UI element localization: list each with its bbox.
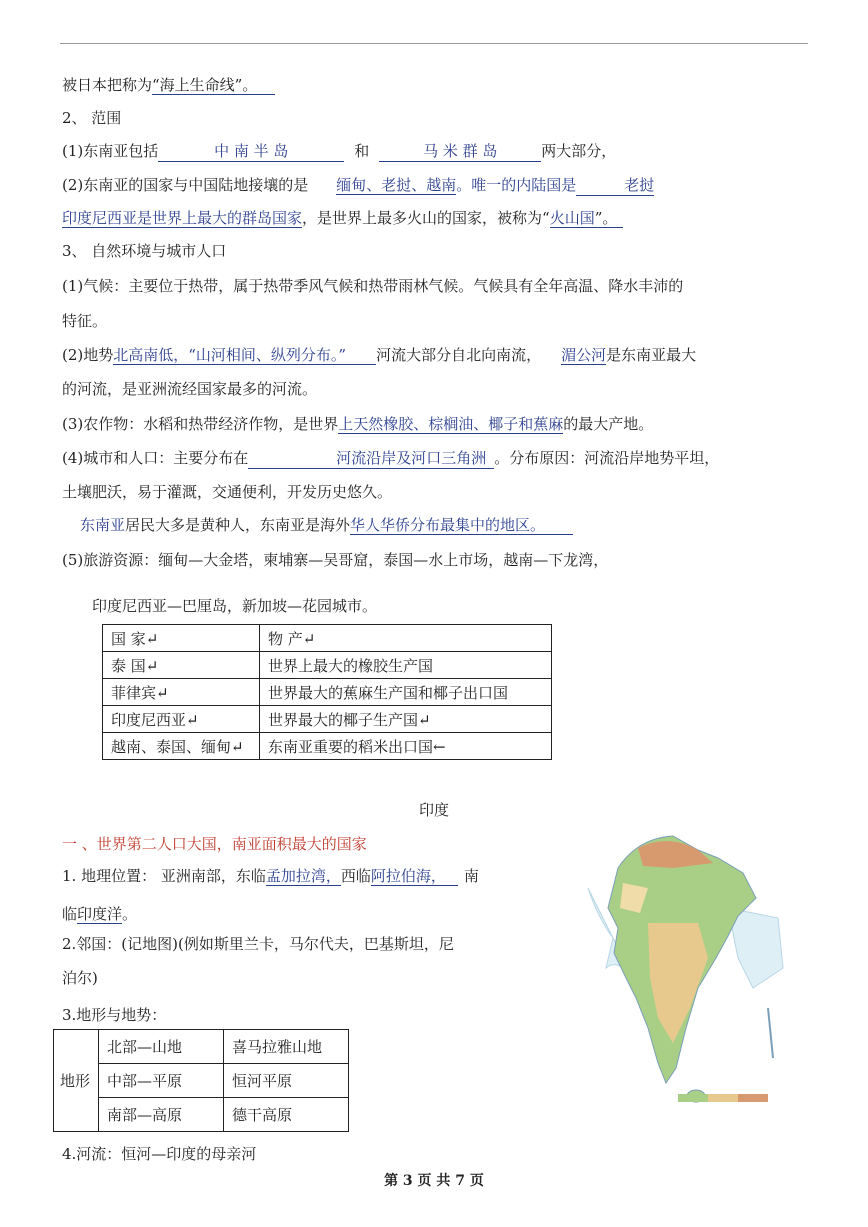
table-row (103, 706, 552, 733)
text-line: 的河流，是亚洲流经国家最多的河流。 (62, 380, 318, 398)
text-line: 2.邻国：(记地图)(例如斯里兰卡，马尔代夫，巴基斯坦，尼 (62, 935, 454, 953)
text-line: 印度尼西亚—巴厘岛，新加坡—花园城市。 (92, 597, 378, 615)
text-line: (2)地势北高南低，“山河相间、纵列分布。” 河流大部分自北向南流， 湄公河是东南亚最大 (62, 346, 697, 364)
table-cell: 德干高原 (224, 1098, 349, 1132)
table-cell: 喜马拉雅山地 (224, 1030, 349, 1064)
heading-scope: 2、 范围 (62, 109, 122, 127)
table-row (103, 733, 552, 760)
table-row (103, 679, 552, 706)
text-line: 临印度洋。 (62, 905, 138, 923)
table-header-row (103, 625, 552, 652)
page-footer: 第 3 页 共 7 页 (384, 1173, 484, 1189)
india-map-image (578, 828, 790, 1108)
table-row (54, 1030, 349, 1064)
terrain-table (53, 1029, 349, 1132)
text-line: (1)气候：主要位于热带，属于热带季风气候和热带雨林气候。气候具有全年高温、降水丰沛的 (62, 277, 684, 295)
text-line: 4.河流：恒河—印度的母亲河 (62, 1145, 257, 1163)
table-header-cell: 国 家↵ (103, 625, 260, 652)
text-line: 土壤肥沃，易于灌溉，交通便利，开发历史悠久。 (62, 483, 393, 501)
text-line: (3)农作物：水稻和热带经济作物，是世界上天然橡胶、棕榈油、椰子和蕉麻的最大产地。 (62, 415, 654, 433)
text-line: (2)东南亚的国家与中国陆地接壤的是 缅甸、老挝、越南。唯一的内陆国是 老挝 (62, 176, 655, 194)
text-line: 泊尔) (62, 969, 98, 987)
table-row (103, 652, 552, 679)
table-header-cell: 物 产↵ (260, 625, 552, 652)
table-cell: 恒河平原 (224, 1064, 349, 1098)
text-line: 东南亚居民大多是黄种人，东南亚是海外华人华侨分布最集中的地区。 (80, 515, 573, 535)
text-line: 特征。 (62, 312, 108, 330)
text-line: (5)旅游资源：缅甸—大金塔，柬埔寨—吴哥窟，泰国—水上市场，越南—下龙湾， (62, 551, 609, 569)
products-table (102, 624, 552, 760)
table-row (54, 1098, 349, 1132)
table-cell: 南部—高原 (99, 1098, 224, 1132)
table-cell: 泰 国↵ (103, 652, 260, 679)
table-cell: 地形 (54, 1030, 99, 1132)
table-cell: 越南、泰国、缅甸↵ (103, 733, 260, 760)
table-cell: 世界最大的蕉麻生产国和椰子出口国 (260, 679, 552, 706)
header-rule (60, 43, 808, 44)
text-line: (4)城市和人口：主要分布在 河流沿岸及河口三角洲 。分布原因：河流沿岸地势平坦， (62, 449, 720, 467)
table-cell: 中部—平原 (99, 1064, 224, 1098)
table-cell: 世界上最大的橡胶生产国 (260, 652, 552, 679)
table-cell: 北部—山地 (99, 1030, 224, 1064)
text-line: 印度尼西亚是世界上最大的群岛国家，是世界上最多火山的国家，被称为“火山国”。 (62, 208, 623, 228)
table-row (54, 1064, 349, 1098)
heading-nature: 3、 自然环境与城市人口 (62, 242, 227, 260)
table-cell: 印度尼西亚↵ (103, 706, 260, 733)
table-cell: 菲律宾↵ (103, 679, 260, 706)
india-title: 印度 (418, 801, 449, 819)
section-heading: 一 、世界第二人口大国，南亚面积最大的国家 (62, 835, 367, 853)
table-cell: 东南亚重要的稻米出口国← (260, 733, 552, 760)
text-line: 被日本把称为“海上生命线”。 (62, 75, 275, 95)
text-line: 1. 地理位置： 亚洲南部，东临孟加拉湾，西临阿拉伯海， 南 (62, 867, 479, 885)
text-line: (1)东南亚包括 中 南 半 岛 和 马 米 群 岛 两大部分， (62, 142, 617, 160)
table-cell: 世界最大的椰子生产国↵ (260, 706, 552, 733)
text-line: 3.地形与地势： (62, 1006, 167, 1024)
